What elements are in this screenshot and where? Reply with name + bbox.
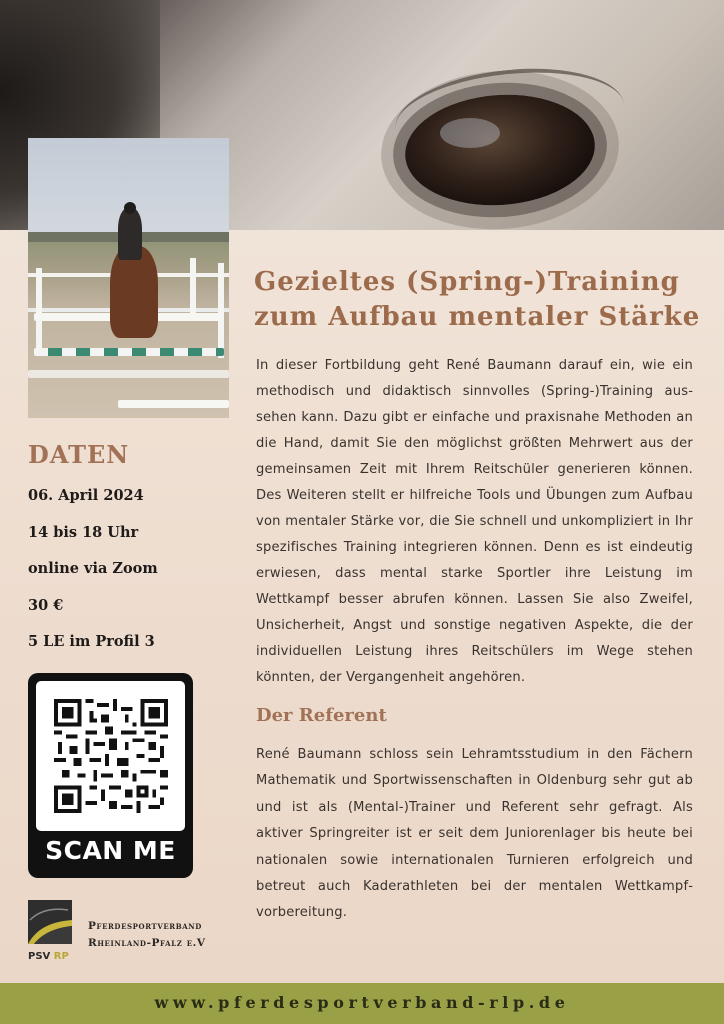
price-item: 30 € (28, 596, 64, 614)
org-line-2: Rheinland-Pfalz e.V (88, 937, 206, 949)
org-line-1: Pferdesportverband (88, 920, 202, 932)
title-line-2: zum Aufbau mentaler Stärke (254, 302, 701, 332)
credits-item: 5 LE im Profil 3 (28, 633, 155, 650)
intro-text: In dieser Fortbildung geht René Baumann darauf ein, wie ein methodisch und didaktisch sinnvolles (Spring-)Training aussehen kann. Dazu gibt er einfache und praxisnahe Methoden an die Hand, damit Sie den möglichst größten Mehrwert aus der gemeinsamen Zeit mit Ihrem Reitschüler generieren können. Des Weiteren stellt er hilfreiche Tools und Übungen zum Aufbau von mentaler Stärke vor, die Sie schnell und unkompliziert in Ihr spezifisches Training integrieren können. Denn es ist eindeutig erwiesen, dass mental starke Sportler ihre Leistung im Wettkampf besser abrufen können. Lassen Sie also Zweifel, Unsicherheit, Angst und sonstige negativen Aspekte, die der individuellen Leistung ihres Reitschülers im Wege stehen könnten, der Vergangenheit angehören. (256, 358, 693, 685)
logo-text: PSV (28, 951, 51, 962)
scan-me-label: SCAN ME (45, 836, 176, 865)
logo-text-accent: RP (53, 951, 69, 962)
organization-name (88, 918, 206, 952)
referent-text: René Baumann schloss sein Lehramtsstudium in den Fächern Mathematik und Sportwissenschaften in Oldenburg sehr gut ab und ist als (Mental-)Trainer und Referent sehr gefragt. Als aktiver Springreiter ist er seit dem Juniorenlager bis heute bei nationalen sowie internationalen Turnieren erfolgreich und betreut auch Kaderathleten bei der mentalen Wettkampfvorbereitung. (256, 747, 693, 921)
page-title (254, 265, 704, 335)
title-line-1: Gezieltes (Spring-)Training (254, 267, 680, 297)
referent-heading: Der Referent (256, 705, 387, 726)
website-link[interactable]: www.pferdesportverband-rlp.de (154, 993, 570, 1012)
qr-code-card[interactable] (28, 673, 193, 878)
time-item: 14 bis 18 Uhr (28, 523, 139, 541)
date-item: 06. April 2024 (28, 487, 144, 504)
psv-rp-logo-icon (28, 900, 72, 950)
daten-list (28, 485, 158, 668)
daten-heading: DATEN (28, 440, 130, 469)
footer-bar (0, 983, 724, 1024)
qr-code-icon[interactable] (36, 681, 185, 831)
location-item: online via Zoom (28, 560, 158, 577)
logo-caption (28, 951, 69, 962)
rider-jumping-photo (28, 138, 229, 418)
